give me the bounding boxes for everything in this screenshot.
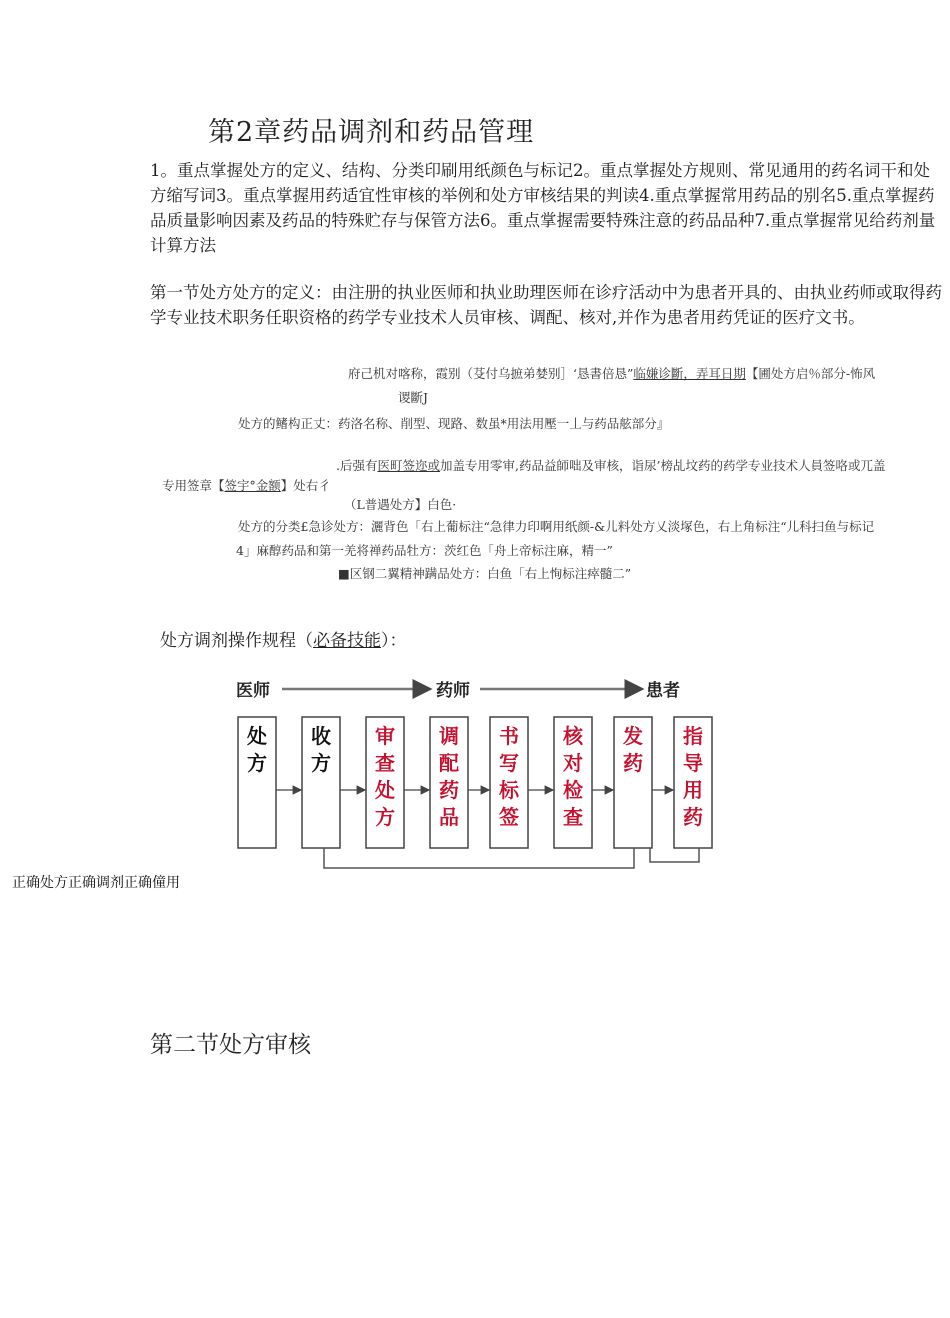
garbled-line-1a: 府己机对喀称，霞别（芟付乌摭弟婪别］‘恳書倍恳” — [348, 366, 634, 381]
garbled-line-5a: 专用签章【 — [162, 478, 225, 493]
garbled-line-1c: 【圃处方启％部分-怖风 — [745, 366, 876, 381]
garbled-line-5 — [162, 476, 331, 496]
garbled-line-5c: 】处右彳 — [280, 478, 331, 493]
section2-title: 第二节处方审核 — [150, 1032, 311, 1058]
garbled-line-6: （L普遇处方】白色· — [344, 497, 457, 512]
garbled-line-1b: 临嫌诊斷，弄耳日期 — [633, 366, 746, 381]
feedback-line-1 — [324, 848, 634, 868]
garbled-line-4c: 加盖专用零审,药品益師咄及审核，诣尿’榜乩坟药的药学专业技术人員签咯或兀盖 — [440, 458, 886, 473]
garbled-line-3: 处方的鳍构正丈：药洛名称、削型、现路、数虽*用法用壓一丄与药品舷部分』 — [238, 416, 670, 431]
step-label-5: 书写标签 — [499, 724, 519, 829]
step-label-2: 收方 — [311, 724, 331, 775]
step-label-7: 发药 — [623, 724, 643, 775]
chapter-title: 第2章药品调剂和药品管理 — [208, 117, 535, 148]
garbled-line-8: 4」麻醇药品和第一羌将禅药品牡方：茨红色「舟上帝标注麻，精一” — [236, 543, 613, 558]
garbled-line-4b: 医町签迩或 — [377, 458, 440, 473]
section1-definition: 第一节处方处方的定义：由注册的执业医师和执业助理医师在诊疗活动中为患者开具的、由执业药师或取得药学专业技术职务任职资格的药学专业技术人员审核、调配、核对,并作为患者用药凭证的医疗文书。 — [150, 283, 942, 327]
step-label-3: 审查处方 — [375, 724, 395, 829]
garbled-line-7: 处方的分类£急诊处方：灑背色「右上葡标注“急律力印啊用纸颜-&儿料处方乂淡塚色，右上角标注“儿科扫鱼与标记 — [238, 519, 875, 534]
bottom-note: 正确处方正确调剂正确僮用 — [12, 875, 180, 891]
step-label-8: 指导用药 — [683, 724, 703, 829]
garbled-line-4a: .后强有 — [336, 458, 378, 473]
step-label-6: 核对检查 — [563, 724, 583, 829]
garbled-line-2: 谡斷J — [398, 390, 429, 405]
step-label-1: 处方 — [247, 724, 267, 775]
learning-objectives: 1。重点掌握处方的定义、结构、分类印刷用纸颜色与标记2。重点掌握处方规则、常见通用的药名词干和处方缩写词3。重点掌握用药适宜性审核的举例和处方审核结果的判读4.重点掌握常用药品的别名5.重点掌握药品质量影响因素及药品的特殊贮存与保管方法6。重点掌握需要特殊注意的药品品种7.重点掌握常见给药剂量计算方法 — [150, 161, 936, 255]
feedback-line-2 — [650, 848, 699, 862]
procedure-title — [160, 626, 407, 651]
garbled-line-5b: 签宇°金额 — [224, 478, 281, 493]
procedure-title-prefix: 处方调剂操作规程（ — [160, 631, 313, 651]
garbled-line-4 — [336, 456, 885, 476]
procedure-title-suffix: ）： — [381, 631, 407, 651]
role-pharmacist: 药师 — [436, 681, 470, 701]
procedure-title-link: 必备技能 — [313, 631, 381, 651]
garbled-line-9: ■区钢二翼精神蹒品处方：白鱼「右上恂标注瘁髓二” — [338, 566, 632, 581]
dispensing-flowchart — [234, 672, 724, 878]
role-patient: 患者 — [646, 681, 680, 701]
step-label-4: 调配药品 — [439, 724, 459, 829]
role-doctor: 医师 — [236, 681, 270, 701]
garbled-line-1 — [348, 364, 875, 384]
